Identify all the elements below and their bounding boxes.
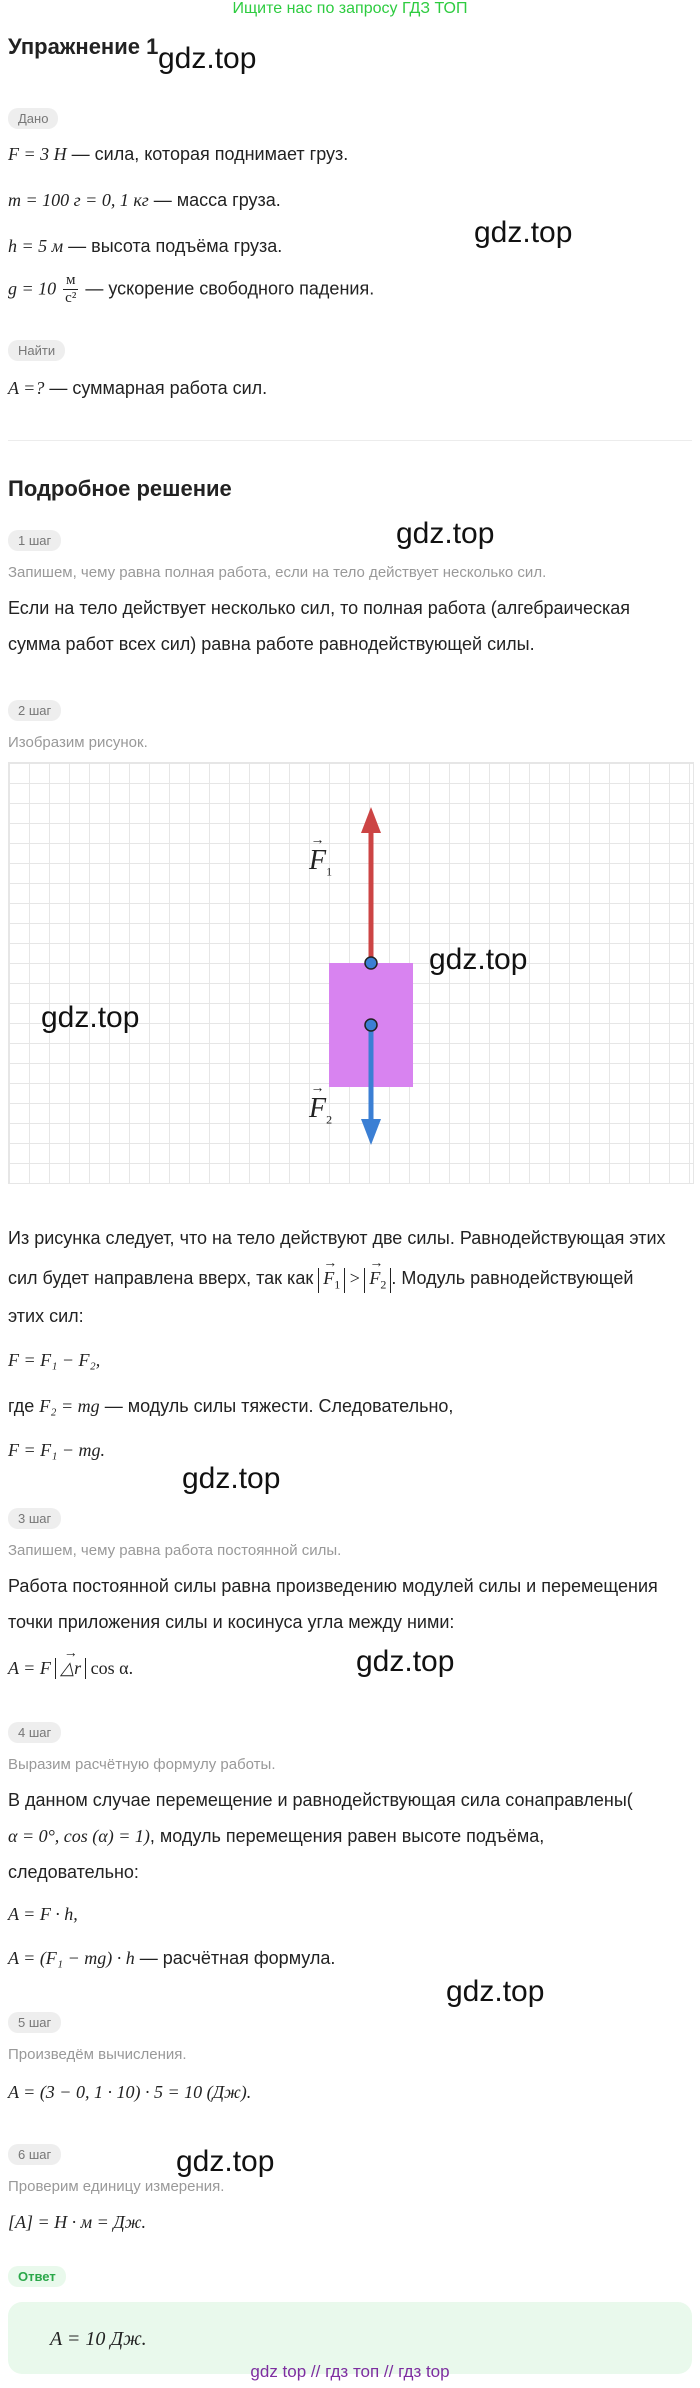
given-line-4: g = 10 $\frac{м}{\text{с²}}$ — ускорение свободного падения. [8,272,375,306]
displacement-magnitude: → △r [55,1658,86,1679]
step-1-hint: Запишем, чему равна полная работа, если на тело действует несколько сил. [8,564,547,581]
equation: A = (3 − 0, 1 · 10) · 5 = 10 (Дж). [8,2082,252,2102]
equation: [A] = Н · м = Дж. [8,2212,146,2232]
given-line-1: F = 3 Н — сила, которая поднимает груз. [8,144,349,164]
given-line-3: h = 5 м — высота подъёма груза. [8,236,283,256]
force-diagram-svg [9,763,693,1183]
f2-magnitude: → $F_2$ [364,1268,391,1293]
equation: A = F · h, [8,1904,78,1924]
step-4-hint: Выразим расчётную формулу работы. [8,1756,276,1773]
step-3-text: Работа постоянной силы равна произведению модулей силы и перемещения [8,1576,658,1596]
equation: A = F → △r cos α. [8,1658,133,1679]
step-2-text: где F₂ = mg — модуль силы тяжести. Следовательно, [8,1396,454,1416]
step-3-label: 3 шаг [8,1508,61,1529]
find-label: Найти [8,340,65,361]
f1-magnitude: → $F_1$ [318,1268,345,1293]
step-4-text: В данном случае перемещение и равнодействующая сила сонаправлены( [8,1790,633,1810]
equation: A = (F₁ − mg) · h — расчётная формула. [8,1948,336,1968]
force-f1-arrowhead [361,807,381,833]
find-line: A =? — суммарная работа сил. [8,378,268,398]
step-4-text: α = 0°, cos (α) = 1), модуль перемещения равен высоте подъёма, [8,1826,545,1846]
step-5-label: 5 шаг [8,2012,61,2033]
step-4-text: следовательно: [8,1862,139,1882]
f2-application-point [365,1019,377,1031]
step-5-hint: Произведём вычисления. [8,2046,187,2063]
step-2-label: 2 шаг [8,700,61,721]
f1-application-point [365,957,377,969]
divider [8,440,692,441]
step-1-text: Если на тело действует несколько сил, то полная работа (алгебраическая [8,598,631,618]
watermark: gdz.top [176,2145,275,2178]
solution-title: Подробное решение [8,476,232,501]
watermark: gdz.top [41,1001,140,1034]
unit-fraction: $\frac{м}{\text{с²}}$ [65,272,77,306]
step-2-hint: Изобразим рисунок. [8,734,148,751]
top-banner[interactable]: Ищите нас по запросу ГДЗ ТОП [232,0,468,17]
watermark: gdz.top [182,1462,281,1495]
force-f1-label: → $F_1$ [309,845,332,880]
watermark: gdz.top [474,216,573,249]
step-1-label: 1 шаг [8,530,61,551]
step-2-text: сил будет направлена вверх, так как → $F_1$ > → $F_2$ . Модуль равнодействующей [8,1268,633,1293]
step-2-text: Из рисунка следует, что на тело действуют две силы. Равнодействующая этих [8,1228,666,1248]
watermark: gdz.top [356,1645,455,1678]
watermark: gdz.top [158,42,257,75]
equation: F = F₁ − mg. [8,1440,106,1460]
step-4-label: 4 шаг [8,1722,61,1743]
equation: F = F₁ − F₂, [8,1350,101,1370]
answer-label: Ответ [8,2266,66,2287]
watermark: gdz.top [429,943,528,976]
force-f2-label: → $F_2$ [309,1093,332,1128]
step-6-hint: Проверим единицу измерения. [8,2178,225,2195]
step-2-text: этих сил: [8,1306,84,1326]
page-title: Упражнение 1 [8,34,159,59]
force-f2-arrowhead [361,1119,381,1145]
watermark: gdz.top [446,1975,545,2008]
watermark: gdz.top [396,517,495,550]
step-6-label: 6 шаг [8,2144,61,2165]
footer-links[interactable]: gdz top // гдз топ // гдз top [250,2362,450,2381]
answer-value: A = 10 Дж. [50,2328,147,2350]
given-line-2: m = 100 г = 0, 1 кг — масса груза. [8,190,281,210]
force-diagram [8,762,694,1184]
given-label: Дано [8,108,58,129]
step-3-hint: Запишем, чему равна работа постоянной силы. [8,1542,342,1559]
step-1-text: сумма работ всех сил) равна работе равнодействующей силы. [8,634,535,654]
step-3-text: точки приложения силы и косинуса угла между ними: [8,1612,455,1632]
greater-than-sign: > [345,1268,365,1288]
